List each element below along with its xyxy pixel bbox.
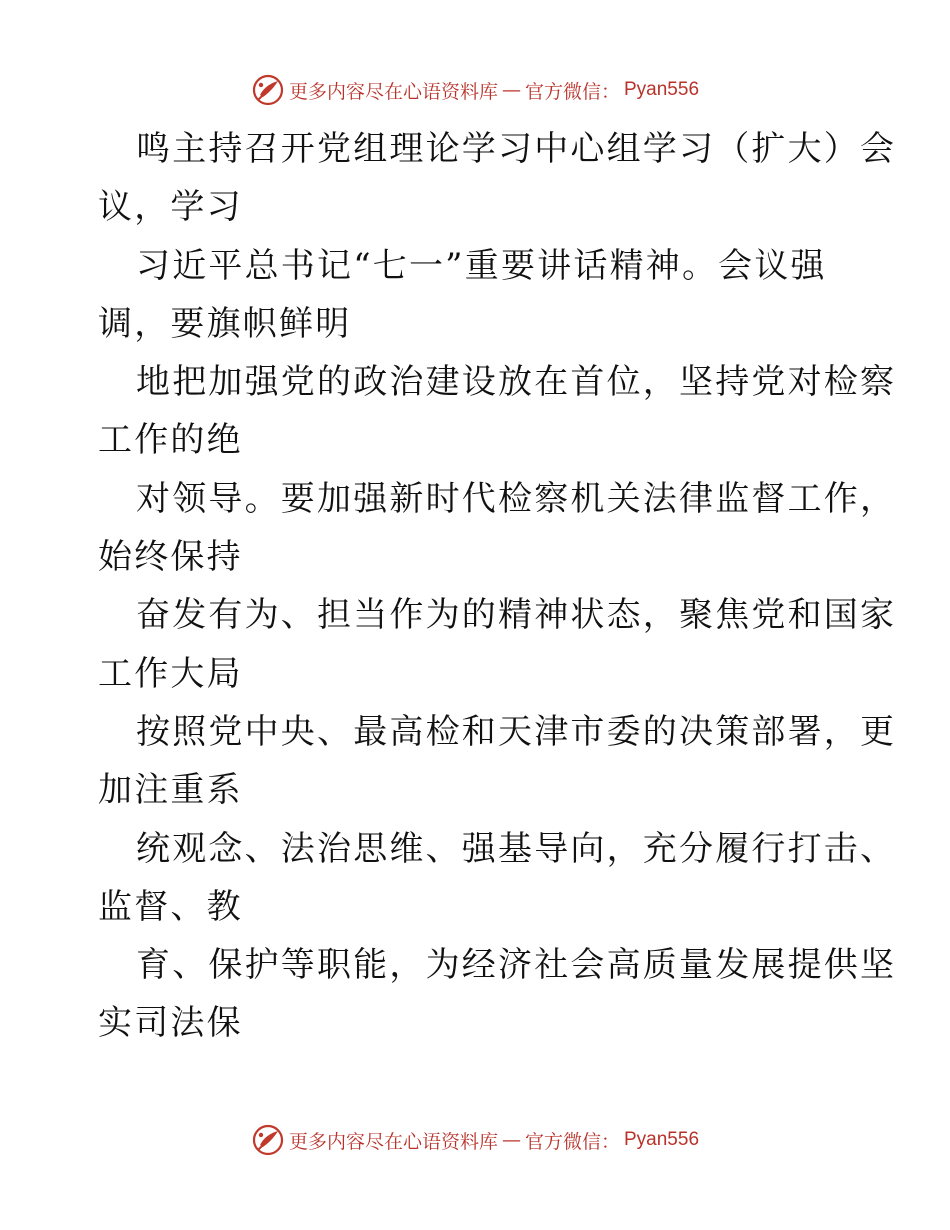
text-line: 工作的绝: [98, 420, 243, 461]
text-line: 按照党中央、最高检和天津市委的决策部署，更: [136, 711, 897, 752]
text-line: 调，要旗帜鲜明: [98, 303, 352, 344]
text-line: 鸣主持召开党组理论学习中心组学习（扩大）会: [136, 129, 897, 169]
pen-logo-icon: [251, 1123, 285, 1157]
watermark-wechat-label: 官方微信：: [524, 1130, 620, 1153]
watermark-text: 更多内容尽在心语资料库: [288, 1130, 498, 1153]
watermark-group: [251, 1123, 699, 1157]
body-text: [98, 120, 897, 1053]
text-line: 加注重系: [98, 770, 243, 811]
watermark-wechat-id: Pyan556: [624, 1129, 700, 1150]
text-line: 地把加强党的政治建设放在首位，坚持党对检察: [136, 362, 897, 403]
footer-watermark: [0, 1120, 950, 1160]
text-line: 议，学习: [98, 187, 243, 228]
watermark-separator: —: [501, 79, 521, 101]
watermark-group: [251, 73, 699, 107]
pen-logo-icon: [251, 73, 285, 107]
text-line: 育、保护等职能，为经济社会高质量发展提供坚: [136, 945, 897, 986]
text-line: 奋发有为、担当作为的精神状态，聚焦党和国家: [136, 595, 897, 636]
text-line: 始终保持: [98, 537, 243, 578]
text-line: 工作大局: [98, 653, 243, 694]
text-line: 习近平总书记“七一”重要讲话精神。会议强: [136, 245, 827, 286]
header-watermark: [0, 70, 950, 110]
watermark-separator: —: [501, 1129, 521, 1151]
watermark-wechat-label: 官方微信：: [524, 80, 620, 103]
text-line: 监督、教: [98, 886, 243, 927]
text-line: 对领导。要加强新时代检察机关法律监督工作，: [136, 478, 897, 519]
text-line: 实司法保: [98, 1003, 243, 1044]
text-line: 统观念、法治思维、强基导向，充分履行打击、: [136, 828, 897, 869]
watermark-wechat-id: Pyan556: [624, 79, 700, 100]
watermark-text: 更多内容尽在心语资料库: [288, 80, 498, 103]
